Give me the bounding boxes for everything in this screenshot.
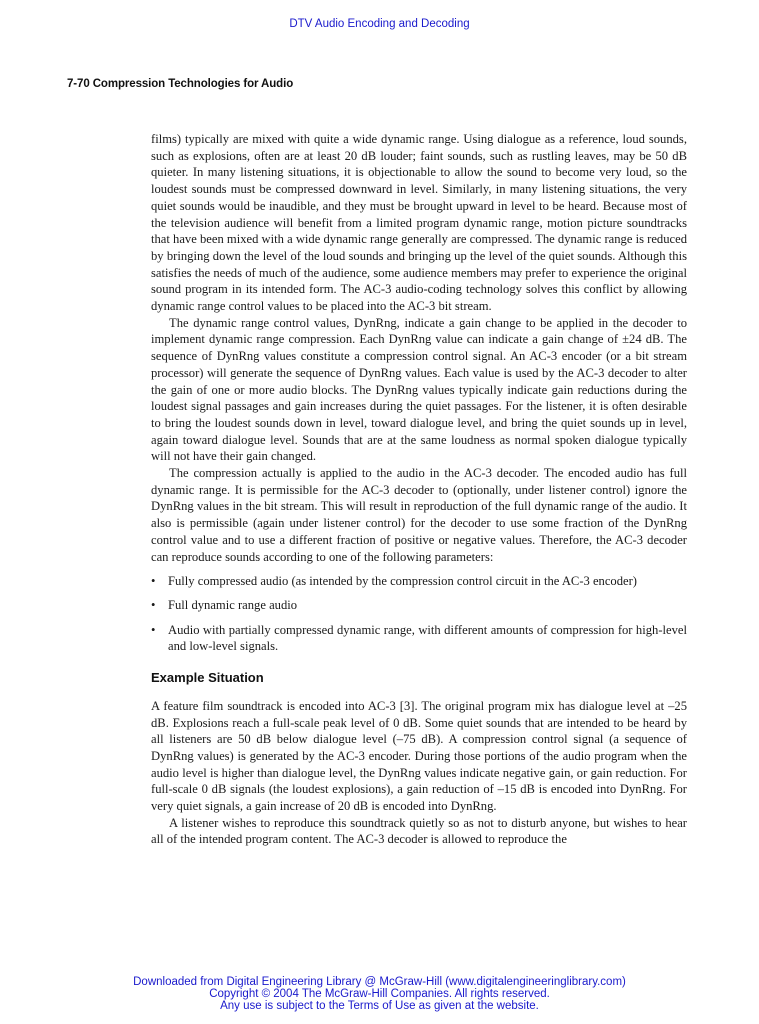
main-body-text [151,131,687,848]
bullet-icon: • [151,622,156,637]
paragraph: films) typically are mixed with quite a wide dynamic range. Using dialogue as a reference, loud sounds, such as explosions, often are at least 20 dB louder; faint sounds, such as rustling leaves, may be 50 dB quieter. In many listening situations, it is objectionable to allow the sound to become very loud, so the loudest sounds must be compressed downward in level. Similarly, in many listening situations, the very quiet sounds would be inaudible, and they must be brought upward in level to be heard. Because most of the television audience will benefit from a limited program dynamic range, motion picture soundtracks that have been mixed with a wide dynamic range generally are compressed. The dynamic range is reduced by bringing down the level of the loud sounds and bringing up the level of the quiet sounds. Although this satisfies the needs of much of the audience, some audience members may prefer to experience the original sound program in its intended form. The AC-3 audio-coding technology solves this conflict by allowing dynamic range control values to be placed into the AC-3 bit stream. [151,132,687,314]
bullet-icon: • [151,598,156,613]
bullet-item [151,622,687,655]
bullet-list [151,573,687,655]
paragraph: A listener wishes to reproduce this soundtrack quietly so as not to disturb anyone, but wishes to hear all of the intended program content. The AC-3 decoder is allowed to reproduce the [151,815,687,847]
bullet-text: Audio with partially compressed dynamic range, with different amounts of compression for high-level and low-level signals. [168,622,687,654]
paragraph: The dynamic range control values, DynRng, indicate a gain change to be applied in the decoder to implement dynamic range compression. Each DynRng value can indicate a gain change of ±24 dB. The sequence of DynRng values constitute a compression control signal. An AC-3 encoder (or a bit stream processor) will generate the sequence of DynRng values. Each value is used by the AC-3 decoder to alter the gain of one or more audio blocks. The DynRng values typically indicate gain reductions during the loudest signal passages and gain increases during the quiet passages. For the listener, it is often desirable to bring the loudest sounds down in level, toward dialogue level, and bring the quiet sounds up in level, again toward dialogue level. Sounds that are at the same loudness as normal spoken dialogue typically will not have their gain changed. [151,315,687,464]
footer-copyright: Copyright © 2004 The McGraw-Hill Companies. All rights reserved. [209,988,550,1000]
running-header-link[interactable]: DTV Audio Encoding and Decoding [289,18,470,30]
bullet-item [151,573,687,590]
bullet-text: Fully compressed audio (as intended by the compression control circuit in the AC-3 encoder) [168,574,637,589]
bullet-item [151,597,687,614]
footer-download-link[interactable]: Downloaded from Digital Engineering Library @ McGraw-Hill (www.digitalengineeringlibrary.com) [133,976,626,988]
bullet-icon: • [151,574,156,589]
paragraph: The compression actually is applied to the audio in the AC-3 decoder. The encoded audio has full dynamic range. It is permissible for the AC-3 decoder to (optionally, under listener control) ignore the DynRng values in the bit stream. This will result in reproduction of the full dynamic range of the audio. It also is permissible (again under listener control) for the decoder to use some fraction of the DynRng control value and to use a different fraction of positive or negative values. Therefore, the AC-3 decoder can reproduce sounds according to one of the following parameters: [151,466,687,564]
paragraph: A feature film soundtrack is encoded into AC-3 [3]. The original program mix has dialogue level at –25 dB. Explosions reach a full-scale peak level of 0 dB. Some quiet sounds that are intended to be heard by all listeners are 50 dB below dialogue level (–75 dB). A compression control signal (a sequence of DynRng values) is generated by the AC-3 encoder. During those portions of the audio program when the audio level is higher than dialogue level, the DynRng values indicate negative gain, or gain reduction. For full-scale 0 dB signals (the loudest explosions), a gain reduction of –15 dB is encoded into DynRng. For very quiet signals, a gain increase of 20 dB is encoded into DynRng. [151,698,687,814]
bullet-text: Full dynamic range audio [168,598,298,613]
page-heading: 7-70 Compression Technologies for Audio [67,78,294,90]
footer-terms-link[interactable]: Any use is subject to the Terms of Use as given at the website. [220,1000,539,1012]
section-heading: Example Situation [151,670,264,686]
footer-notice [0,976,759,1012]
